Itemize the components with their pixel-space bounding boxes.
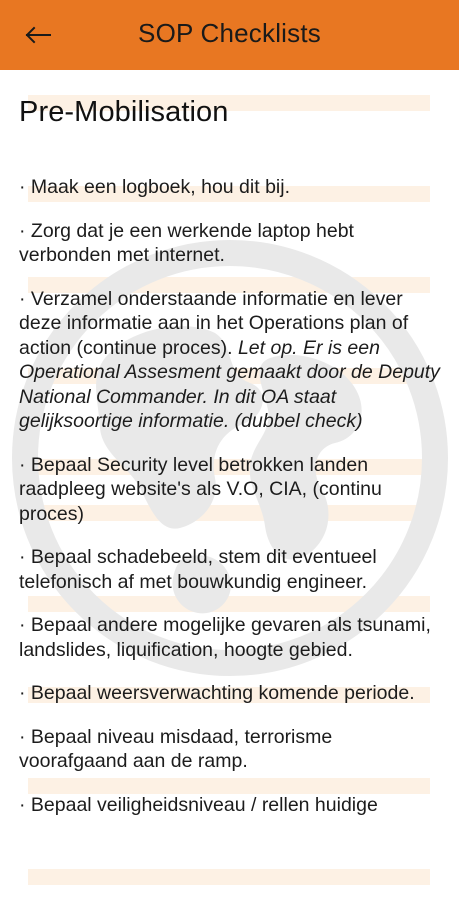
- app-bar: [0, 0, 459, 70]
- checklist-item-note: Let op. Er is een Operational Assesment gemaakt door de Deputy National Commander. In dit OA staat gelijksoortige informatie. (dubbel check): [19, 336, 440, 432]
- checklist-item: · Bepaal veiligheidsniveau / rellen huidige: [19, 793, 378, 816]
- checklist-content[interactable]: [0, 70, 459, 900]
- checklist-item: · Bepaal niveau misdaad, terrorisme voorafgaand aan de ramp.: [19, 725, 333, 772]
- checklist-item: · Bepaal weersverwachting komende periode.: [19, 682, 415, 704]
- checklist-item: · Maak een logboek, hou dit bij.: [19, 176, 291, 198]
- checklist-item: · Verzamel onderstaande informatie en lever deze informatie aan in het Operations plan of action (continue proces). Let op. Er is een Operational Assesment gemaakt door de Deputy National Commander. In dit OA staat gelijksoortige informatie. (dubbel check): [19, 287, 440, 432]
- checklist-item: · Bepaal andere mogelijke gevaren als tsunami, landslides, liquification, hoogte gebied.: [19, 614, 431, 661]
- checklist-item: · Zorg dat je een werkende laptop hebt verbonden met internet.: [19, 219, 354, 266]
- checklist-item: · Bepaal Security level betrokken landen raadpleeg website's als V.O, CIA, (continu proces): [19, 453, 382, 525]
- stripe: [28, 869, 430, 885]
- checklist-item: · Bepaal schadebeeld, stem dit eventueel telefonisch af met bouwkundig engineer.: [19, 546, 377, 593]
- checklist-text: [0, 70, 459, 817]
- section-title: Pre-Mobilisation: [19, 96, 229, 128]
- screen-title: SOP Checklists: [138, 18, 321, 48]
